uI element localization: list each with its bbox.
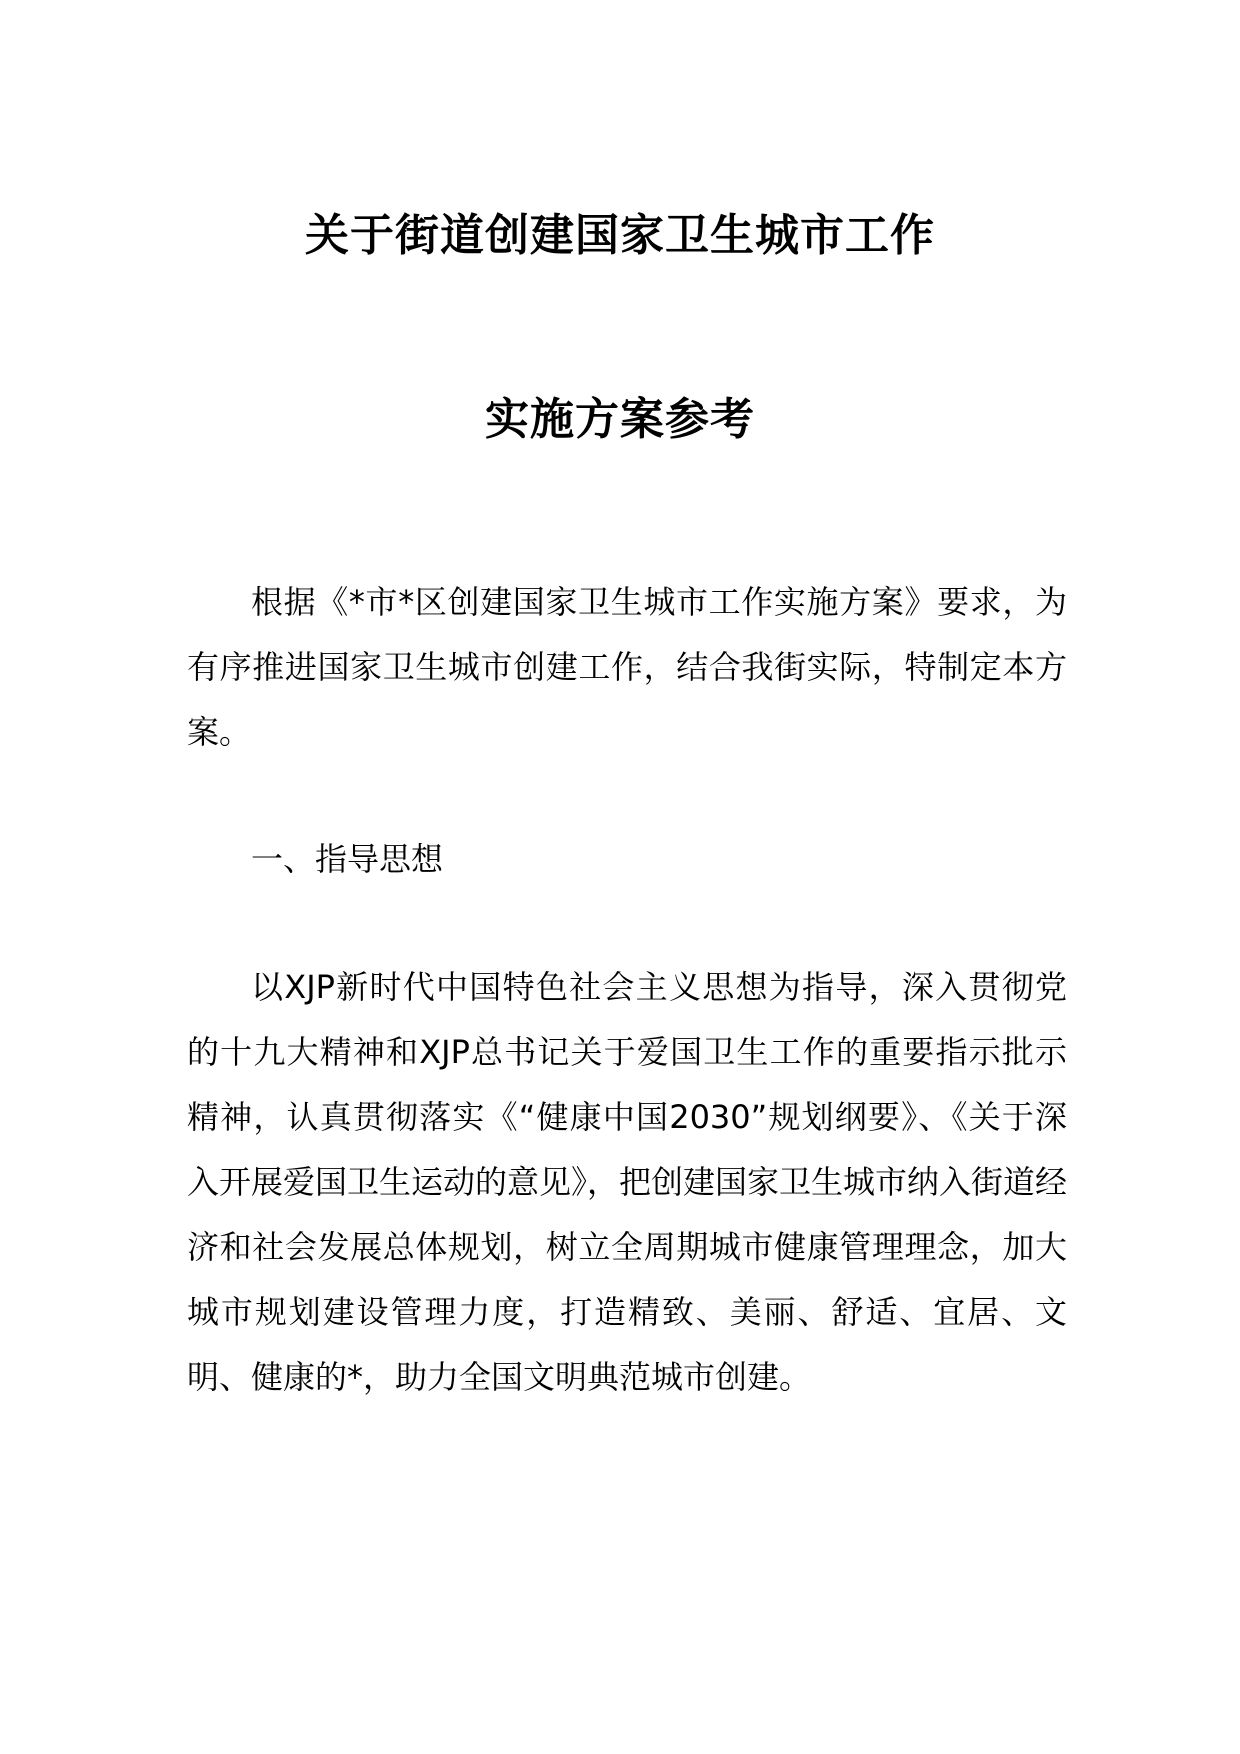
intro-paragraph: 根据《*市*区创建国家卫生城市工作实施方案》要求，为有序推进国家卫生城市创建工作，结合我街实际，特制定本方案。 xyxy=(187,583,1067,751)
section-heading-guiding-ideology: 一、指导思想 xyxy=(251,840,444,878)
document-title-line2: 实施方案参考 xyxy=(485,394,755,445)
section-body-guiding-ideology: 以XJP新时代中国特色社会主义思想为指导，深入贯彻党的十九大精神和XJP总书记关于爱国卫生工作的重要指示批示精神，认真贯彻落实《“健康中国2030”规划纲要》、《关于深入开展爱国卫生运动的意见》，把创建国家卫生城市纳入街道经济和社会发展总体规划，树立全周期城市健康管理理念，加大城市规划建设管理力度，打造精致、美丽、舒适、宜居、文明、健康的*，助力全国文明典范城市创建。 xyxy=(187,968,1068,1396)
document-title-line1: 关于街道创建国家卫生城市工作 xyxy=(305,210,935,261)
